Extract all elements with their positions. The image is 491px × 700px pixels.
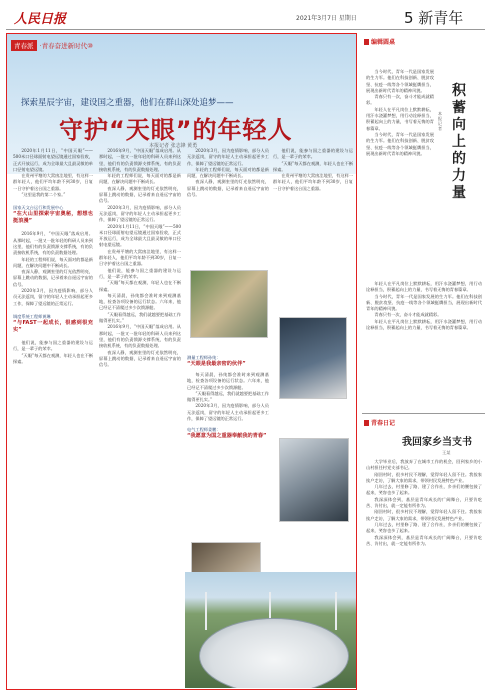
issue-date: 2021年3月7日 星期日	[296, 15, 357, 22]
paragraph: 年轻的工程师们说，每天面对的都是新问题，在解决问题中不断成长。	[99, 173, 181, 185]
column-rubric	[11, 39, 93, 51]
paragraph: 2020年3月，因为疫情影响，部分人员无法返岗，留守的年轻人主动承担起更多工作，保障了望远镜的正常运行。	[99, 204, 181, 223]
paragraph: 当今时代，青年一代是国家发展的生力军。他们在科技创新、脱贫攻坚、抗疫一线等各个领域挺膺担当，展现出新时代青年的精神风貌。	[366, 293, 482, 312]
paragraph: 夜深人静，观测室里的灯光依然明亮，屏幕上跳动的数据，记录着来自遥远宇宙的信号。	[13, 269, 93, 287]
text-column-3	[187, 148, 269, 273]
paragraph: 2016年9月，“中国天眼”落成启用。从那时起，一批又一批年轻的科研人员来到这里，他们有的负责馈源支撑系统，有的负责接收机系统，有的负责数据处理。	[13, 231, 93, 256]
text-column-5	[187, 354, 269, 514]
telescope-dish	[199, 618, 349, 688]
paragraph: 当今时代，青年一代是国家发展的生力军。他们在科技创新、脱贫攻坚、抗疫一线等各个领域挺膺担当，展现出新时代青年的精神风貌。	[366, 69, 434, 93]
text-column-1	[13, 148, 93, 688]
paragraph: 2020年1月11日，“中国天眼”——500米口径球面射电望远镜通过国家验收，正式开放运行，成为全球最大且最灵敏的单口径射电望远镜。	[13, 148, 93, 172]
section-tag-editorial: 编辑圆桌	[364, 37, 395, 46]
paragraph: 他们说，能参与国之重器的建设与运行，是一辈子的荣幸。	[99, 267, 181, 279]
paragraph: 夜深人静，观测室里的灯光依然明亮，屏幕上跳动的数据，记录着来自遥远宇宙的信号。	[187, 179, 269, 198]
article-byline: 本报记者 张志锋 黄勇	[149, 143, 198, 149]
paragraph: 2016年9月，“中国天眼”落成启用。从那时起，一批又一批年轻的科研人员来到这里，他们有的负责馈源支撑系统，有的负责接收机系统，有的负责数据处理。	[99, 148, 181, 172]
support-tower	[205, 592, 207, 630]
page-header	[6, 6, 485, 30]
paragraph: 每天清晨，孙纯都会准时来到观测基地，检查各项设备的运行状态。六年来，他已经记不清爬过多少次馈源舱。	[187, 372, 269, 390]
paragraph: 青春只有一次，奋斗才能成就精彩。	[374, 312, 442, 318]
paragraph: 我深深体会到，基层是青年成长的广阔舞台，只要肯吃苦、肯付出，就一定能有所作为。	[366, 496, 482, 509]
paragraph: 在贵州平塘的大窝凼洼地里，有这样一群年轻人，他们平均年龄不到30岁，日复一日守护着这台国之重器。	[13, 173, 93, 191]
paragraph: 2020年3月，因为疫情影响，部分人员无法返岗，留守的年轻人主动承担起更多工作，保障了望远镜的正常运行。	[13, 288, 93, 306]
paragraph: 夜深人静，观测室里的灯光依然明亮，屏幕上跳动的数据，记录着来自遥远宇宙的信号。	[99, 185, 181, 204]
rubric-tag: 青春派	[11, 40, 37, 51]
section-heading-label: 测量工程师孙纯：	[187, 355, 221, 360]
section-heading-label: 调度系统工程师黄琳	[13, 313, 51, 319]
section-heading-label: 国家天文台运行和发展中心	[13, 205, 64, 211]
paragraph: 年轻人在平凡岗位上默默耕耘，用汗水浇灌梦想，用行动诠释担当，积蓄起向上的力量，书写着无悔的青春篇章。	[366, 318, 482, 331]
photo-fast-telescope[interactable]	[185, 572, 357, 688]
paragraph: 他们说，能参与国之重器的建设与运行，是一辈子的荣幸。	[273, 148, 353, 160]
commentary-text-1	[366, 69, 434, 279]
section-divider	[362, 413, 485, 414]
section-heading-1	[13, 204, 93, 225]
text-column-4	[273, 148, 353, 278]
paragraph: “这里是我的第二个家。”	[21, 192, 66, 198]
section-heading-text: “我愿意为国之重器奉献我的青春”	[187, 433, 267, 440]
essay-title[interactable]: 我回家乡当支书	[402, 437, 472, 448]
paragraph: “天眼看得越远，我们就越要把基础工作做得更扎实。”	[187, 390, 269, 403]
paragraph: 每天清晨，孙纯都会准时来到观测基地，检查各项设备的运行状态。六年来，他已经记不清爬过多少次馈源舱。	[99, 292, 181, 311]
section-heading-text: “与FAST一起成长，很感到很充实”	[13, 319, 93, 333]
paragraph: 2020年1月11日，“中国天眼”——500米口径球面射电望远镜通过国家验收，正式开放运行，成为全球最大且最灵敏的单口径射电望远镜。	[99, 223, 181, 248]
paragraph: “天眼”每天都在观测，年轻人也在不断探索。	[99, 280, 181, 292]
photo-engineers-outdoor[interactable]	[190, 270, 268, 338]
essay-text	[366, 459, 482, 687]
photo-equipment-inspection[interactable]	[279, 438, 349, 522]
paragraph: 夜深人静，观测室里的灯光依然明亮，屏幕上跳动的数据，记录着来自遥远宇宙的信号。	[99, 349, 181, 368]
essay-author: 王某	[442, 450, 451, 455]
section-heading-4	[187, 426, 269, 440]
article-subhead: 探索星辰宇宙，建设国之重器，他们在群山深处追梦——	[21, 98, 234, 108]
support-tower	[335, 592, 337, 630]
paragraph: 在贵州平塘的大窝凼洼地里，有这样一群年轻人，他们平均年龄不到30岁，日复一日守护着这台国之重器。	[273, 173, 353, 191]
paragraph: 我深深体会到，基层是青年成长的广阔舞台，只要肯吃苦、肯付出，就一定能有所作为。	[366, 534, 482, 546]
paragraph: 刚回村时，很多村民不理解，觉得年轻人留不住。我挨家挨户走访，了解大家的需求，带领村民发展特色产业。	[366, 509, 482, 521]
section-heading-text: “在大山里探索宇宙奥秘，想想也挺浪漫”	[13, 211, 93, 225]
section-heading-text: “天眼是我最亲密的伙伴”	[187, 361, 246, 367]
commentary-title[interactable]: 积蓄向上的力量	[452, 83, 466, 201]
section-tag-diary: 青春日记	[364, 418, 395, 427]
section-heading-3	[187, 354, 269, 368]
paragraph: “天眼”每天都在观测，年轻人也在不断探索。	[273, 160, 353, 172]
paragraph: 2016年9月，“中国天眼”落成启用。从那时起，一批又一批年轻的科研人员来到这里，他们有的负责馈源支撑系统，有的负责接收机系统，有的负责数据处理。	[99, 324, 181, 349]
newspaper-logo: 人民日报	[14, 12, 67, 27]
paragraph: 大学毕业后，我放弃了在城市工作的机会，回到家乡的小山村担任村党支部书记。	[366, 459, 482, 471]
paragraph: 当今时代，青年一代是国家发展的生力军。他们在科技创新、脱贫攻坚、抗疫一线等各个领域挺膺担当，展现出新时代青年的精神风貌。	[366, 131, 434, 156]
paragraph: 青春只有一次，奋斗才能成就精彩。	[366, 94, 434, 106]
page-section-label: 5 新青年	[404, 9, 464, 27]
paragraph: 2020年3月，因为疫情影响，部分人员无法返岗，留守的年轻人主动承担起更多工作，保障了望远镜的正常运行。	[187, 403, 269, 422]
rubric-text: ·青春奋进新时代⑩	[39, 41, 93, 50]
paragraph: 2020年3月，因为疫情影响，部分人员无法返岗，留守的年轻人主动承担起更多工作，保障了望远镜的正常运行。	[187, 148, 269, 166]
article-headline[interactable]: 守护“天眼”的年轻人	[59, 116, 293, 144]
right-sidebar	[362, 33, 485, 690]
paragraph: 年轻的工程师们说，每天面对的都是新问题，在解决问题中不断成长。	[13, 256, 93, 268]
paragraph: 年轻的工程师们说，每天面对的都是新问题，在解决问题中不断成长。	[187, 166, 269, 179]
text-column-2	[99, 148, 181, 588]
paragraph: 刚回村时，很多村民不理解，觉得年轻人留不住。我挨家挨户走访，了解大家的需求，带领村民发展特色产业。	[366, 471, 482, 483]
paragraph: 他们说，能参与国之重器的建设与运行，是一辈子的荣幸。	[13, 339, 93, 352]
commentary-text-2	[366, 281, 482, 411]
paragraph: “天眼看得越远，我们就越要把基础工作做得更扎实。”	[99, 311, 181, 324]
paragraph: 几年过去，村里修了路、建了合作社，乡亲们的腰包鼓了起来，笑容也多了起来。	[366, 521, 482, 534]
commentary-author: 本报记者	[438, 111, 442, 131]
paragraph: 年轻人在平凡岗位上默默耕耘，用汗水浇灌梦想，用行动诠释担当，积蓄起向上的力量，书写着无悔的青春篇章。	[366, 106, 434, 131]
section-heading-label: 电气工程师姜鹏：	[187, 427, 221, 433]
main-article[interactable]	[6, 33, 357, 690]
paragraph: 年轻人在平凡岗位上默默耕耘，用汗水浇灌梦想，用行动诠释担当，积蓄起向上的力量，书写着无悔的青春篇章。	[366, 281, 482, 293]
paragraph: “天眼”每天都在观测，年轻人也在不断探索。	[13, 352, 93, 364]
paragraph: 在贵州平塘的大窝凼洼地里，有这样一群年轻人，他们平均年龄不到30岁，日复一日守护着这台国之重器。	[99, 248, 181, 267]
section-heading-2	[13, 313, 93, 334]
photo-control-room[interactable]	[279, 317, 347, 399]
paragraph: 几年过去，村里修了路、建了合作社，乡亲们的腰包鼓了起来，笑容也多了起来。	[366, 484, 482, 496]
